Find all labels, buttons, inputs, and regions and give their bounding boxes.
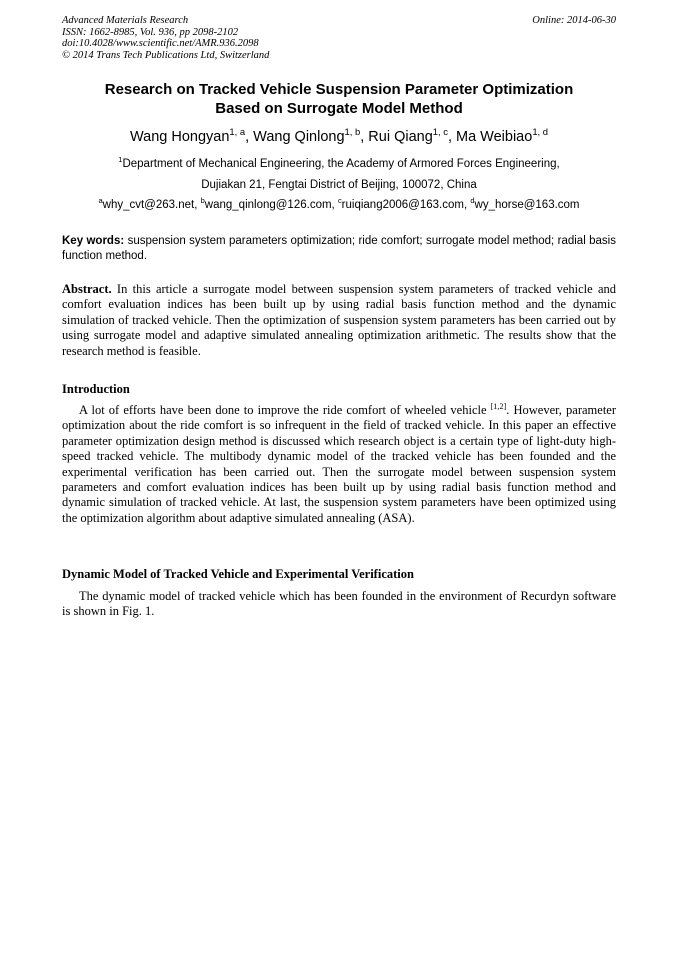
email-separator: , [331,199,338,211]
author-name: Ma Weibiao [456,129,533,145]
keywords-text: suspension system parameters optimization; ride comfort; surrogate model method; radial basis function method. [62,235,616,262]
author-affil-mark: 1, b [344,126,361,138]
keywords-label: Key words: [62,235,125,247]
affiliation-line-1 [62,154,616,175]
email-mark: a [98,196,103,206]
email-list [62,198,616,213]
email-mark: b [200,196,205,206]
abstract-text: In this article a surrogate model between suspension system parameters of tracked vehicle and comfort evaluation indices has been built up by using radial basis function method and the dynamic simulation of tracked vehicle. Then the optimization of suspension system parameters has been carried out by using surrogate model and adaptive simulated annealing optimization arithmetic. The results show that the research method is feasible. [62,282,616,358]
author-name: Wang Hongyan [129,129,230,145]
online-date: Online: 2014-06-30 [532,15,616,26]
email-separator: , [463,199,471,211]
title-line-1: Research on Tracked Vehicle Suspension Parameter Optimization [104,81,574,98]
author-separator: , [447,129,457,145]
affiliation [62,154,616,196]
affiliation-mark: 1 [118,155,123,165]
email-mark: d [470,196,475,206]
email-address: wang_qinlong@126.com [204,199,332,211]
abstract-paragraph [62,282,616,359]
author-affil-mark: 1, a [229,126,246,138]
title-line-2: Based on Surrogate Model Method [215,100,463,117]
author-name: Rui Qiang [368,129,433,145]
introduction-text-start: A lot of efforts have been done to improve the ride comfort of wheeled vehicle [79,403,491,417]
affiliation-text: Department of Mechanical Engineering, the Academy of Armored Forces Engineering, [122,158,560,170]
email-address: wy_horse@163.com [474,199,580,211]
introduction-heading: Introduction [62,382,130,396]
paper-title [62,80,616,118]
author-name: Wang Qinlong [253,129,345,145]
author-list [62,128,616,146]
affiliation-line-2: Dujiakan 21, Fengtai District of Beijing, 100072, China [201,179,477,191]
citation-mark: [1,2] [490,401,507,411]
author-separator: , [245,129,254,145]
doi-line: doi:10.4028/www.scientific.net/AMR.936.2098 [62,38,259,49]
introduction-text-end: . However, parameter optimization about the ride comfort is so infrequent in the field of tracked vehicle. In this paper an effective parameter optimization design method is discussed which research object is a certain type of light-duty high-speed tracked vehicle. The multibody dynamic model of the tracked vehicle has been founded and the experimental verification has been carried out. Then the surrogate model between suspension system parameters and comfort evaluation indices has been built up by using radial basis function method and dynamic simulation of tracked vehicle. At last, the suspension system parameters have been optimized using the optimization algorithm about adaptive simulated annealing (ASA). [62,403,616,525]
author-affil-mark: 1, c [432,126,448,138]
dynamic-model-paragraph: The dynamic model of tracked vehicle which has been founded in the environment of Recurdyn software is shown in Fig. 1. [62,589,616,619]
email-address: ruiqiang2006@163.com [341,199,464,211]
dynamic-model-heading: Dynamic Model of Tracked Vehicle and Experimental Verification [62,567,414,581]
keywords-paragraph [62,234,616,264]
introduction-paragraph [62,403,616,526]
copyright-line: © 2014 Trans Tech Publications Ltd, Switzerland [62,49,270,61]
journal-header [62,15,616,61]
journal-name: Advanced Materials Research [62,15,189,26]
author-separator: , [360,129,369,145]
abstract-label: Abstract. [62,282,112,296]
email-address: why_cvt@263.net [102,199,195,211]
email-separator: , [194,199,201,211]
issn-line: ISSN: 1662-8985, Vol. 936, pp 2098-2102 [62,26,239,38]
author-affil-mark: 1, d [532,126,549,138]
email-mark: c [337,196,342,206]
